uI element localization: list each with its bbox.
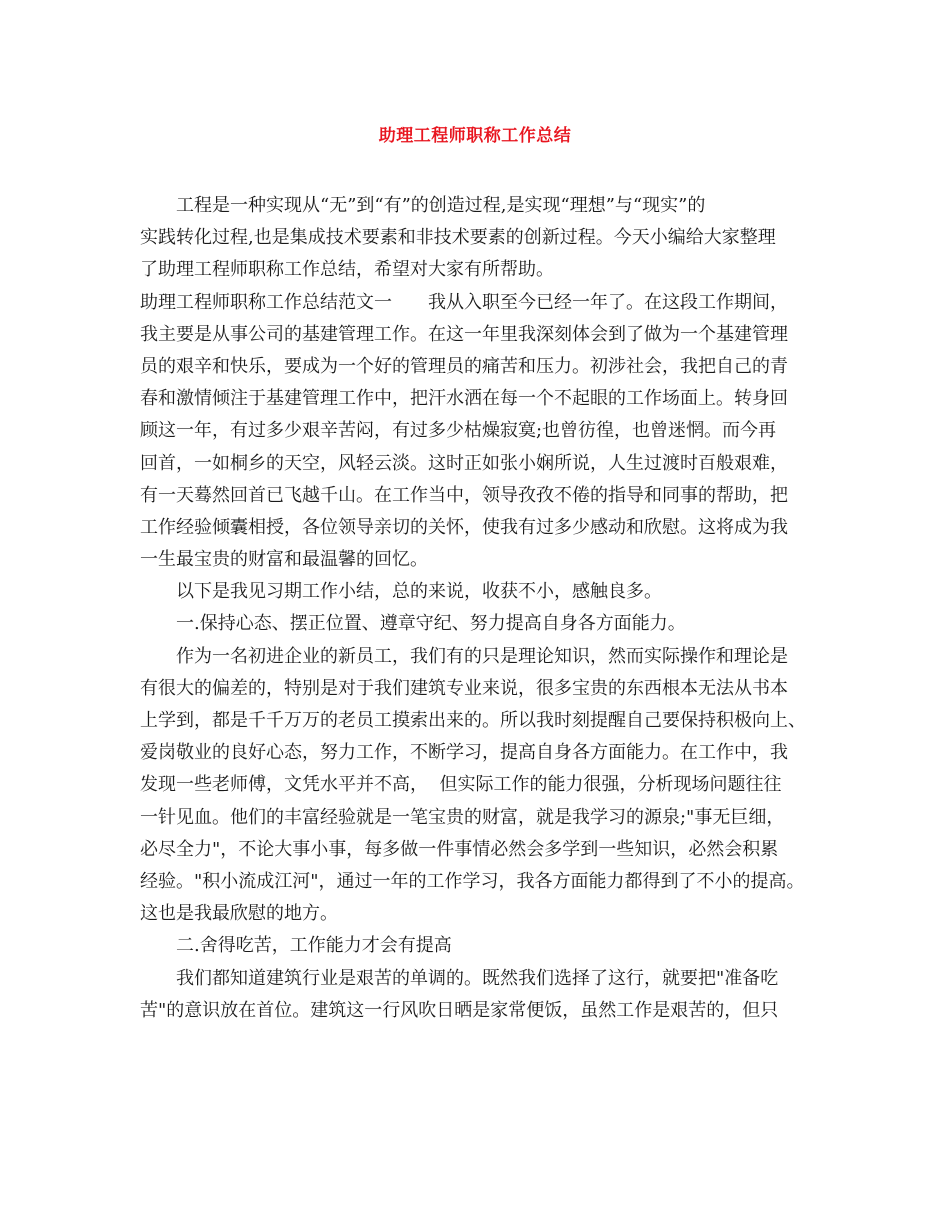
document-title: 助理工程师职称工作总结 [378, 126, 572, 146]
body-line: 有一天蓦然回首已飞越千山。在工作当中，领导孜孜不倦的指导和同事的帮助，把 [140, 484, 788, 506]
body-line: 一生最宝贵的财富和最温馨的回忆。 [140, 549, 428, 571]
body-line: 实践转化过程,也是集成技术要素和非技术要素的创新过程。今天小编给大家整理 [140, 227, 776, 249]
body-line: 有很大的偏差的，特别是对于我们建筑专业来说，很多宝贵的东西根本无法从书本 [140, 677, 788, 699]
document-body [140, 190, 840, 1027]
body-line: 必尽全力"，不论大事小事，每多做一件事情必然会多学到一些知识，必然会积累 [140, 838, 779, 860]
body-line: 发现一些老师傅，文凭水平并不高， 但实际工作的能力很强，分析现场问题往往 [140, 774, 782, 796]
body-line: 一.保持心态、摆正位置、遵章守纪、努力提高自身各方面能力。 [176, 613, 686, 635]
body-line: 我主要是从事公司的基建管理工作。在这一年里我深刻体会到了做为一个基建管理 [140, 323, 788, 345]
body-line: 爱岗敬业的良好心态，努力工作，不断学习，提高自身各方面能力。在工作中，我 [140, 742, 788, 764]
body-line: 工程是一种实现从“无”到“有”的创造过程,是实现“理想”与“现实”的 [176, 195, 706, 216]
body-line: 作为一名初进企业的新员工，我们有的只是理论知识，然而实际操作和理论是 [176, 645, 788, 667]
body-line: 一针见血。他们的丰富经验就是一笔宝贵的财富，就是我学习的源泉;"事无巨细， [140, 806, 785, 828]
body-line: 工作经验倾囊相授，各位领导亲切的关怀，使我有过多少感动和欣慰。这将成为我 [140, 516, 788, 538]
body-line: 回首，一如桐乡的天空，风轻云淡。这时正如张小娴所说，人生过渡时百般艰难， [140, 452, 788, 474]
body-line: 我们都知道建筑行业是艰苦的单调的。既然我们选择了这行，就要把"准备吃 [176, 967, 779, 989]
body-line: 助理工程师职称工作总结范文一 我从入职至今已经一年了。在这段工作期间， [140, 291, 788, 313]
body-line: 顾这一年，有过多少艰辛苦闷，有过多少枯燥寂寞;也曾彷徨，也曾迷惘。而今再 [140, 420, 777, 442]
body-line: 经验。"积小流成江河"，通过一年的工作学习，我各方面能力都得到了不小的提高。 [140, 870, 805, 892]
body-line: 以下是我见习期工作小结，总的来说，收获不小，感触良多。 [176, 581, 662, 603]
body-line: 春和激情倾注于基建管理工作中，把汗水洒在每一个不起眼的工作场面上。转身回 [140, 388, 788, 410]
body-line: 苦"的意识放在首位。建筑这一行风吹日晒是家常便饭，虽然工作是艰苦的，但只 [140, 999, 779, 1021]
body-line: 上学到，都是千千万万的老员工摸索出来的。所以我时刻提醒自己要保持积极向上、 [140, 710, 806, 731]
body-line: 了助理工程师职称工作总结，希望对大家有所帮助。 [140, 259, 554, 281]
body-line: 员的艰辛和快乐，要成为一个好的管理员的痛苦和压力。初涉社会，我把自己的青 [140, 355, 788, 377]
body-line: 这也是我最欣慰的地方。 [140, 903, 338, 925]
body-line: 二.舍得吃苦，工作能力才会有提高 [176, 935, 452, 957]
